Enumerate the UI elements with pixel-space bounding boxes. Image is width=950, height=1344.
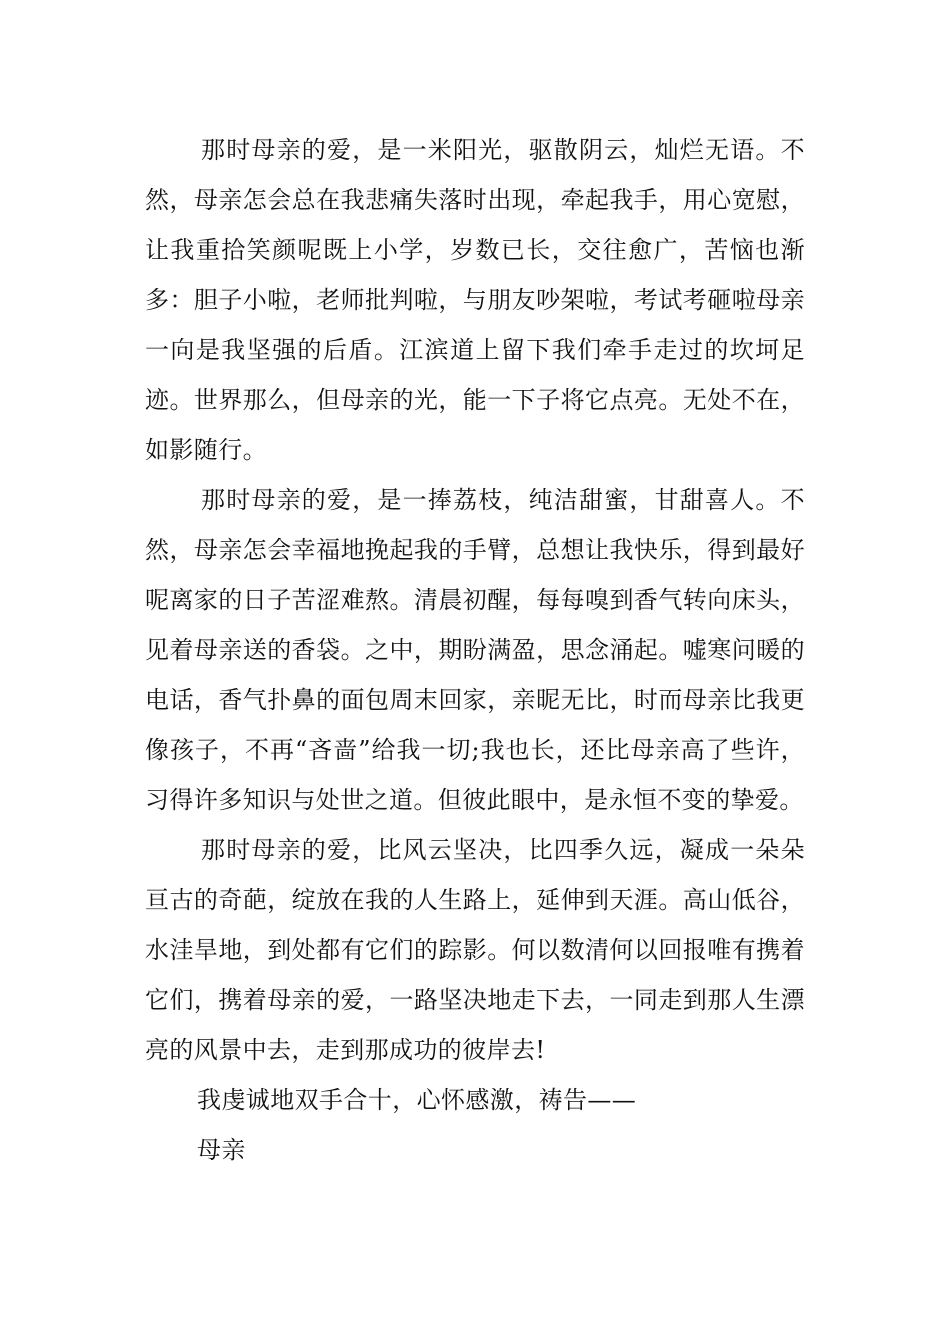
essay-body bbox=[145, 125, 805, 1175]
prayer-line: 我虔诚地双手合十，心怀感激，祷告—— bbox=[197, 1086, 637, 1114]
closing-word: 母亲 bbox=[197, 1136, 246, 1164]
paragraph-sunshine: 那时母亲的爱，是一米阳光，驱散阴云，灿烂无语。不然，母亲怎会总在我悲痛失落时出现，牵起我手，用心宽慰，让我重拾笑颜呢既上小学，岁数已长，交往愈广，苦恼也渐多：胆子小啦，老师批判啦，与朋友吵架啦，考试考砸啦母亲一向是我坚强的后盾。江滨道上留下我们牵手走过的坎坷足迹。世界那么，但母亲的光，能一下子将它点亮。无处不在，如影随行。 bbox=[145, 136, 805, 464]
paragraph-lychee: 那时母亲的爱，是一捧荔枝，纯洁甜蜜，甘甜喜人。不然，母亲怎会幸福地挽起我的手臂，总想让我快乐，得到最好呢离家的日子苦涩难熬。清晨初醒，每每嗅到香气转向床头，见着母亲送的香袋。之中，期盼满盈，思念涌起。嘘寒问暖的电话，香气扑鼻的面包周末回家，亲昵无比，时而母亲比我更像孩子，不再“吝啬”给我一切;我也长，还比母亲高了些许，习得许多知识与处世之道。但彼此眼中，是永恒不变的挚爱。 bbox=[145, 486, 805, 814]
paragraph-eternal-love: 那时母亲的爱，比风云坚决，比四季久远，凝成一朵朵亘古的奇葩，绽放在我的人生路上，延伸到天涯。高山低谷，水洼旱地，到处都有它们的踪影。何以数清何以回报唯有携着它们，携着母亲的爱，一路坚决地走下去，一同走到那人生漂亮的风景中去，走到那成功的彼岸去! bbox=[145, 836, 805, 1064]
